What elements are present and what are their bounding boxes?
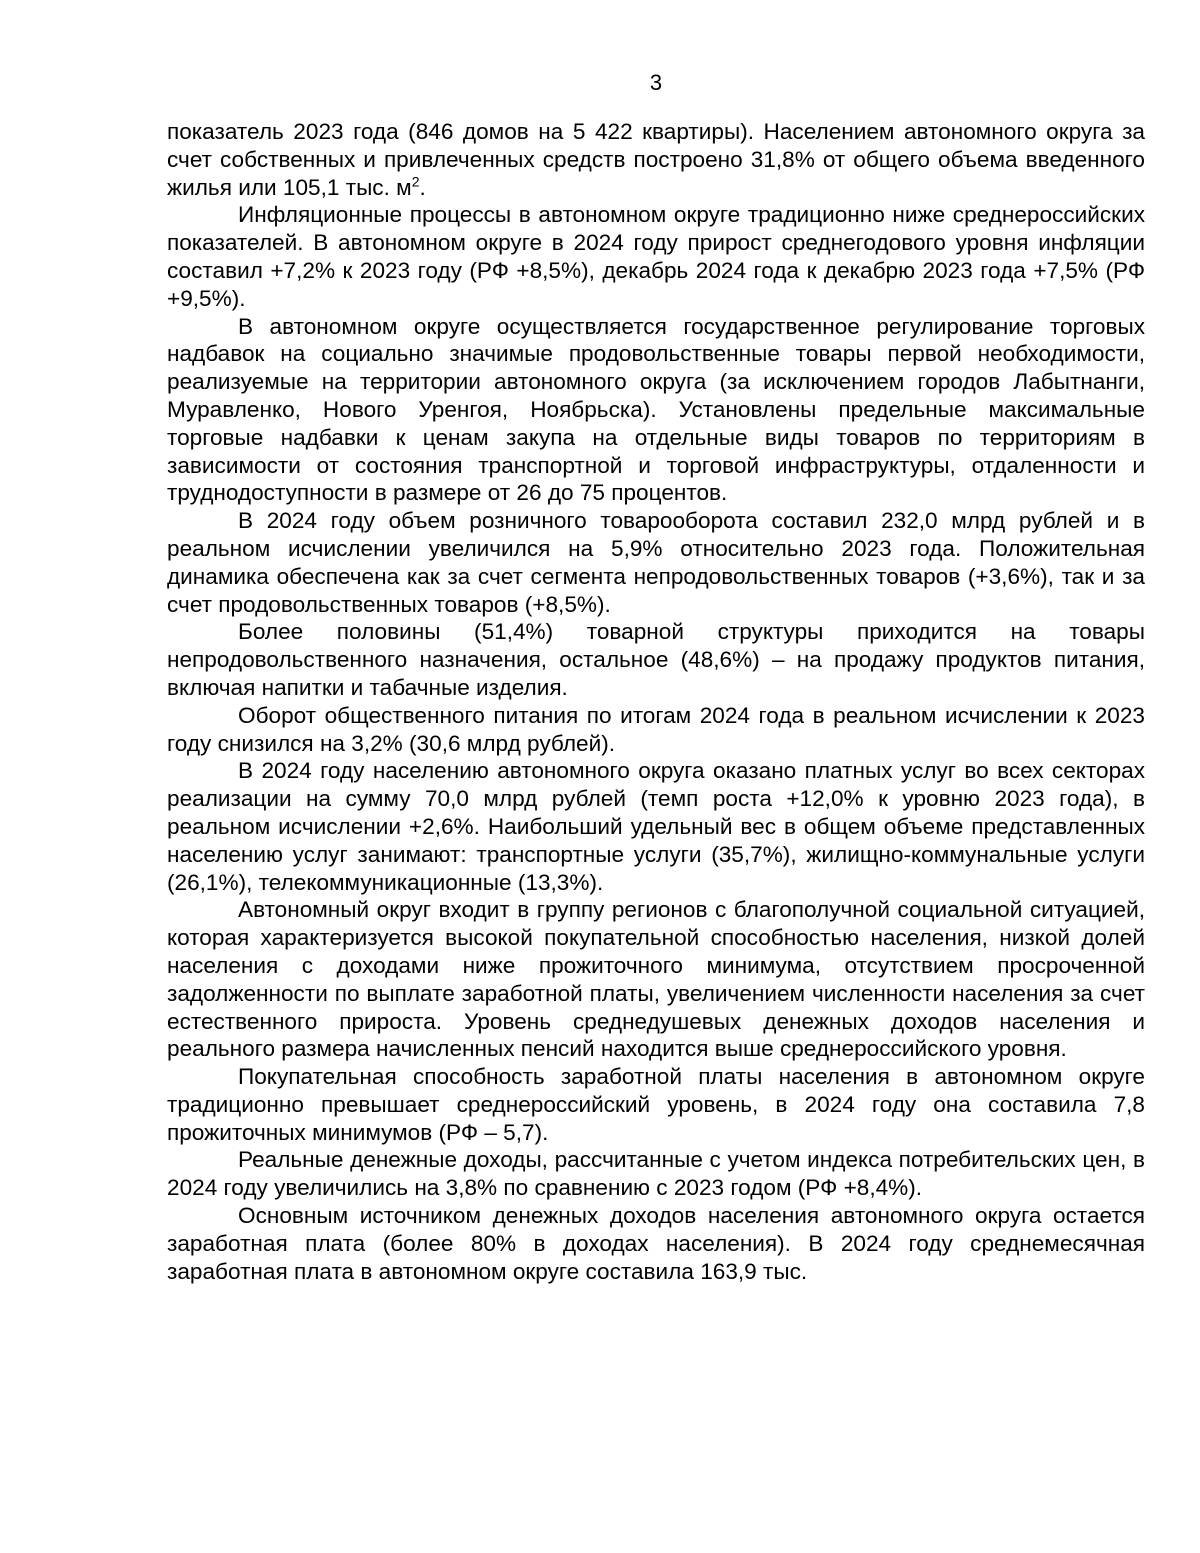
paragraph-housing-continuation bbox=[167, 118, 1145, 201]
paragraph-real-income: Реальные денежные доходы, рассчитанные с учетом индекса потребительских цен, в 2024 году увеличились на 3,8% по сравнению с 2023 годом (РФ +8,4%). bbox=[167, 1147, 1145, 1201]
paragraph-commodity-structure: Более половины (51,4%) товарной структуры приходится на товары непродовольственного назначения, остальное (48,6%) – на продажу продуктов питания, включая напитки и табачные изделия. bbox=[167, 619, 1145, 700]
document-body bbox=[167, 118, 1145, 1285]
superscript-two: 2 bbox=[411, 173, 420, 190]
paragraph-social-situation: Автономный округ входит в группу регионов с благополучной социальной ситуацией, которая характеризуется высокой покупательной способностью населения, низкой долей населения с доходами ниже прожиточного минимума, отсутствием просроченной задолженности по выплате заработной платы, увеличением численности населения за счет естественного прироста. Уровень среднедушевых денежных доходов населения и реального размера начисленных пенсий находится выше среднероссийского уровня. bbox=[167, 897, 1145, 1062]
paragraph-trade-markup-regulation: В автономном округе осуществляется государственное регулирование торговых надбавок на социально значимые продовольственные товары первой необходимости, реализуемые на территории автономного округа (за исключением городов Лабытнанги, Муравленко, Нового Уренгоя, Ноябрьска). Установлены предельные максимальные торговые надбавки к ценам закупа на отдельные виды товаров по территориям в зависимости от состояния транспортной и торговой инфраструктуры, отдаленности и труднодоступности в размере от 26 до 75 процентов. bbox=[167, 313, 1145, 506]
paragraph-public-catering: Оборот общественного питания по итогам 2024 года в реальном исчислении к 2023 году снизился на 3,2% (30,6 млрд рублей). bbox=[167, 702, 1145, 756]
paragraph-paid-services: В 2024 году населению автономного округа оказано платных услуг во всех секторах реализации на сумму 70,0 млрд рублей (темп роста +12,0% к уровню 2023 года), в реальном исчислении +2,6%. Наибольший удельный вес в общем объеме представленных населению услуг занимают: транспортные услуги (35,7%), жилищно-коммунальные услуги (26,1%), телекоммуникационные (13,3%). bbox=[167, 758, 1145, 895]
paragraph-retail-turnover: В 2024 году объем розничного товарооборота составил 232,0 млрд рублей и в реальном исчислении увеличился на 5,9% относительно 2023 года. Положительная динамика обеспечена как за счет сегмента непродовольственных товаров (+3,6%), так и за счет продовольственных товаров (+8,5%). bbox=[167, 508, 1145, 617]
paragraph-inflation: Инфляционные процессы в автономном округе традиционно ниже среднероссийских показателей. В автономном округе в 2024 году прирост среднегодового уровня инфляции составил +7,2% к 2023 году (РФ +8,5%), декабрь 2024 года к декабрю 2023 года +7,5% (РФ +9,5%). bbox=[167, 202, 1145, 311]
paragraph-wages: Основным источником денежных доходов населения автономного округа остается заработная плата (более 80% в доходах населения). В 2024 году среднемесячная заработная плата в автономном округе составила 163,9 тыс. bbox=[167, 1203, 1145, 1284]
paragraph-text: показатель 2023 года (846 домов на 5 422 квартиры). Населением автономного округа за счет собственных и привлеченных средств построено 31,8% от общего объема введенного жилья или 105,1 тыс. м bbox=[167, 119, 1145, 200]
page-number: 3 bbox=[649, 70, 663, 95]
paragraph-purchasing-power: Покупательная способность заработной платы населения в автономном округе традиционно превышает среднероссийский уровень, в 2024 году она составила 7,8 прожиточных минимумов (РФ – 5,7). bbox=[167, 1064, 1145, 1145]
paragraph-text-end: . bbox=[419, 174, 426, 200]
